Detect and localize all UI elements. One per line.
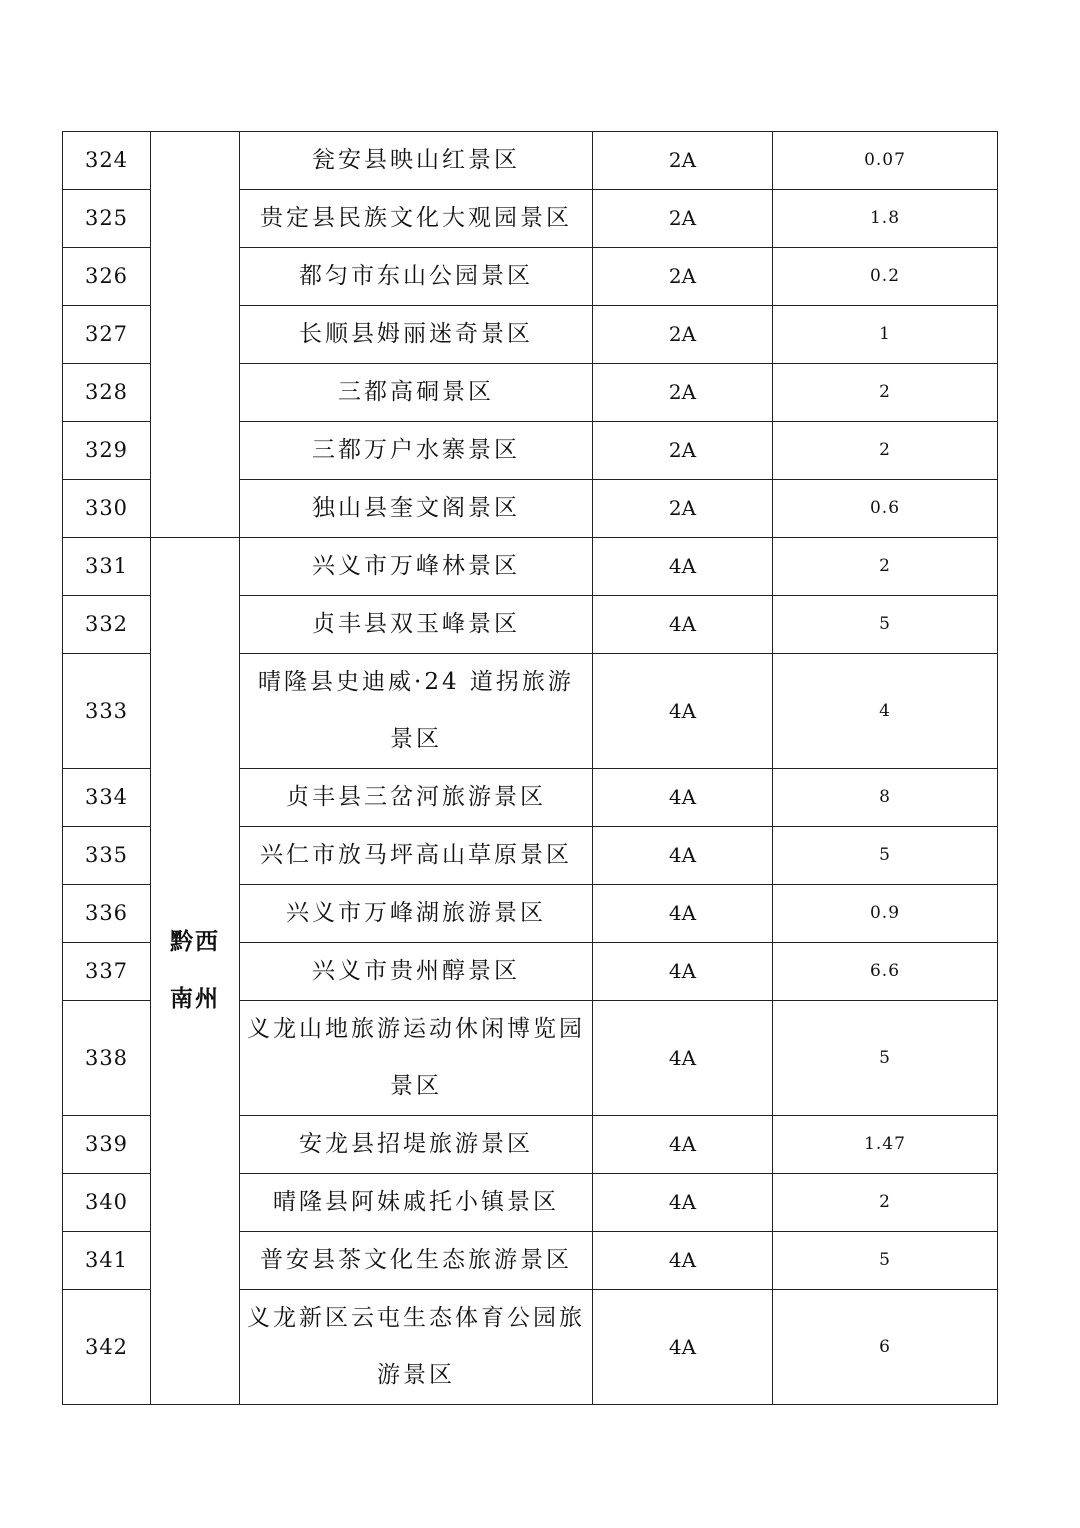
row-number: 341: [63, 1232, 151, 1290]
scenic-level: 2A: [593, 364, 773, 422]
scenic-level: 4A: [593, 1174, 773, 1232]
scenic-area-value: 1: [773, 306, 998, 364]
region-cell-previous: [151, 132, 240, 538]
scenic-area-value: 5: [773, 596, 998, 654]
scenic-name: 瓮安县映山红景区: [240, 132, 593, 190]
scenic-level: 2A: [593, 480, 773, 538]
scenic-level: 2A: [593, 190, 773, 248]
scenic-name-line2: 景区: [390, 1073, 442, 1099]
row-number: 324: [63, 132, 151, 190]
scenic-area-value: 1.8: [773, 190, 998, 248]
scenic-name-line2: 游景区: [377, 1362, 455, 1388]
row-number: 328: [63, 364, 151, 422]
scenic-name-line1: 义龙新区云屯生态体育公园旅: [247, 1305, 585, 1331]
row-number: 338: [63, 1001, 151, 1116]
scenic-level: 4A: [593, 885, 773, 943]
scenic-name: 兴仁市放马坪高山草原景区: [240, 827, 593, 885]
row-number: 340: [63, 1174, 151, 1232]
scenic-area-value: 4: [773, 654, 998, 769]
row-number: 334: [63, 769, 151, 827]
scenic-name: 兴义市万峰湖旅游景区: [240, 885, 593, 943]
row-number: 333: [63, 654, 151, 769]
scenic-name: [240, 1001, 593, 1116]
scenic-name: [240, 1290, 593, 1405]
scenic-name: 安龙县招堤旅游景区: [240, 1116, 593, 1174]
scenic-name: 独山县奎文阁景区: [240, 480, 593, 538]
table-row: [63, 132, 998, 190]
row-number: 342: [63, 1290, 151, 1405]
scenic-name: 贞丰县三岔河旅游景区: [240, 769, 593, 827]
scenic-level: 4A: [593, 1116, 773, 1174]
region-label-line1: 黔西: [170, 929, 220, 955]
scenic-level: 4A: [593, 943, 773, 1001]
scenic-area-value: 0.07: [773, 132, 998, 190]
scenic-area-table: [62, 131, 998, 1405]
scenic-area-value: 8: [773, 769, 998, 827]
region-label-line2: 南州: [170, 986, 220, 1012]
scenic-level: 2A: [593, 422, 773, 480]
scenic-area-value: 5: [773, 1232, 998, 1290]
scenic-name: [240, 654, 593, 769]
scenic-name: 都匀市东山公园景区: [240, 248, 593, 306]
scenic-area-value: 0.9: [773, 885, 998, 943]
row-number: 329: [63, 422, 151, 480]
row-number: 332: [63, 596, 151, 654]
row-number: 337: [63, 943, 151, 1001]
scenic-area-value: 5: [773, 827, 998, 885]
region-cell-qianxinan: [151, 538, 240, 1405]
scenic-name: 三都高硐景区: [240, 364, 593, 422]
scenic-name: 普安县茶文化生态旅游景区: [240, 1232, 593, 1290]
scenic-area-value: 1.47: [773, 1116, 998, 1174]
row-number: 326: [63, 248, 151, 306]
scenic-level: 4A: [593, 596, 773, 654]
scenic-name-line1: 晴隆县史迪威·24 道拐旅游: [258, 669, 574, 695]
scenic-name: 贞丰县双玉峰景区: [240, 596, 593, 654]
row-number: 335: [63, 827, 151, 885]
row-number: 327: [63, 306, 151, 364]
scenic-name-line2: 景区: [390, 726, 442, 752]
scenic-name: 兴义市万峰林景区: [240, 538, 593, 596]
table-row: [63, 538, 998, 596]
row-number: 331: [63, 538, 151, 596]
scenic-level: 4A: [593, 538, 773, 596]
row-number: 330: [63, 480, 151, 538]
scenic-area-value: 2: [773, 422, 998, 480]
scenic-level: 4A: [593, 1290, 773, 1405]
scenic-area-value: 5: [773, 1001, 998, 1116]
scenic-area-value: 0.2: [773, 248, 998, 306]
scenic-name: 三都万户水寨景区: [240, 422, 593, 480]
scenic-name: 贵定县民族文化大观园景区: [240, 190, 593, 248]
scenic-level: 4A: [593, 654, 773, 769]
scenic-area-value: 2: [773, 364, 998, 422]
scenic-level: 4A: [593, 827, 773, 885]
scenic-name: 晴隆县阿妹戚托小镇景区: [240, 1174, 593, 1232]
scenic-level: 4A: [593, 769, 773, 827]
scenic-name: 兴义市贵州醇景区: [240, 943, 593, 1001]
scenic-area-value: 6: [773, 1290, 998, 1405]
scenic-level: 4A: [593, 1001, 773, 1116]
row-number: 339: [63, 1116, 151, 1174]
scenic-level: 4A: [593, 1232, 773, 1290]
scenic-level: 2A: [593, 248, 773, 306]
scenic-area-value: 6.6: [773, 943, 998, 1001]
scenic-area-value: 2: [773, 538, 998, 596]
scenic-level: 2A: [593, 132, 773, 190]
scenic-name: 长顺县姆丽迷奇景区: [240, 306, 593, 364]
scenic-area-value: 2: [773, 1174, 998, 1232]
row-number: 336: [63, 885, 151, 943]
scenic-level: 2A: [593, 306, 773, 364]
row-number: 325: [63, 190, 151, 248]
scenic-area-value: 0.6: [773, 480, 998, 538]
scenic-name-line1: 义龙山地旅游运动休闲博览园: [247, 1016, 585, 1042]
